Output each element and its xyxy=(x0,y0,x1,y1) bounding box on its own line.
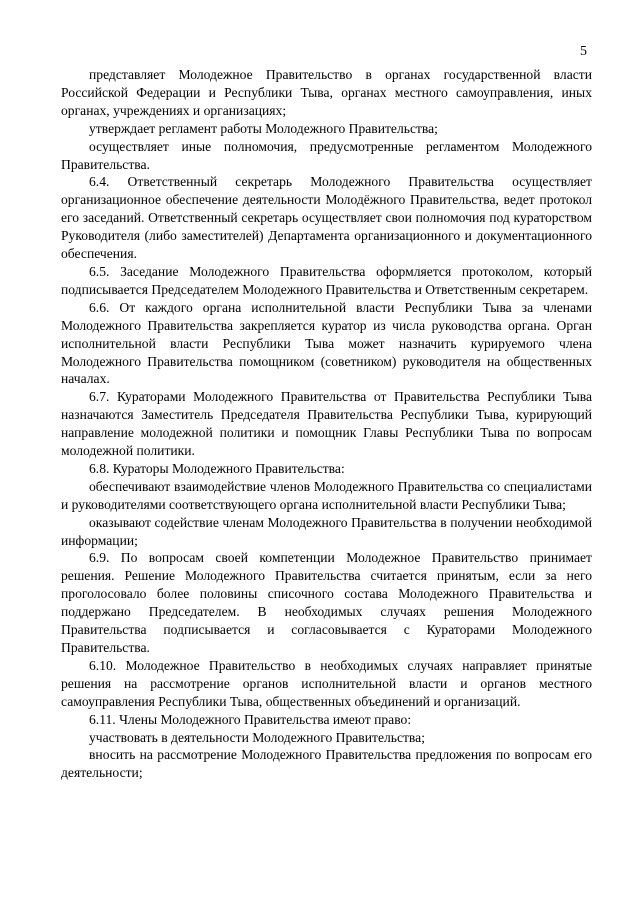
paragraph-6-9: 6.9. По вопросам своей компетенции Молодежное Правительство принимает решения. Решение Молодежного Правительства считается принятым, если за него проголосовало более половины списочного состава Молодежного Правительства и поддержано Председателем. В необходимых случаях решения Молодежного Правительства подписывается и согласовывается с Кураторами Молодежного Правительства. xyxy=(61,550,592,655)
paragraph-6-11: 6.11. Члены Молодежного Правительства имеют право: xyxy=(89,711,412,727)
paragraph-6-5: 6.5. Заседание Молодежного Правительства оформляется протоколом, который подписывается Председателем Молодежного Правительства и Ответственным секретарем. xyxy=(61,263,592,297)
paragraph-participate: участвовать в деятельности Молодежного Правительства; xyxy=(89,729,425,745)
paragraph-assist-information: оказывают содействие членам Молодежного Правительства в получении необходимой информации; xyxy=(61,514,592,548)
paragraph-6-4: 6.4. Ответственный секретарь Молодежного Правительства осуществляет организационное обеспечение деятельности Молодёжного Правительства, ведет протокол его заседаний. Ответственный секретарь осуществляет свои полномочия под кураторством Руководителя (либо заместителей) Департамента организационного и документационного обеспечения. xyxy=(61,174,592,262)
paragraph-6-7: 6.7. Кураторами Молодежного Правительства от Правительства Республики Тыва назначаются Заместитель Председателя Правительства Республики Тыва, курирующий направление молодежной политики и помощник Главы Республики Тыва по вопросам молодежной политики. xyxy=(61,389,592,459)
page-number: 5 xyxy=(580,44,587,59)
document-body xyxy=(61,66,592,782)
paragraph-represents: представляет Молодежное Правительство в органах государственной власти Российской Федерации и Республики Тыва, органах местного самоуправления, иных органах, учреждениях и организациях; xyxy=(61,67,592,118)
paragraph-6-8: 6.8. Кураторы Молодежного Правительства: xyxy=(89,460,345,476)
paragraph-6-10: 6.10. Молодежное Правительство в необходимых случаях направляет принятые решения на рассмотрение органов исполнительной власти и органов местного самоуправления Республики Тыва, общественных объединений и организаций. xyxy=(61,657,592,709)
paragraph-6-6: 6.6. От каждого органа исполнительной власти Республики Тыва за членами Молодежного Правительства закрепляется куратор из числа руководства органа. Орган исполнительной власти Республики Тыва может назначить курируемого члена Молодежного Правительства помощником (советником) руководителя на общественных началах. xyxy=(61,299,592,387)
paragraph-other-powers: осуществляет иные полномочия, предусмотренные регламентом Молодежного Правительства. xyxy=(61,138,592,172)
paragraph-submit-proposals: вносить на рассмотрение Молодежного Правительства предложения по вопросам его деятельности; xyxy=(61,747,592,781)
paragraph-approves-regulation: утверждает регламент работы Молодежного Правительства; xyxy=(89,120,438,136)
paragraph-ensure-interaction: обеспечивают взаимодействие членов Молодежного Правительства со специалистами и руководителями соответствующего органа исполнительной власти Республики Тыва; xyxy=(61,478,592,512)
